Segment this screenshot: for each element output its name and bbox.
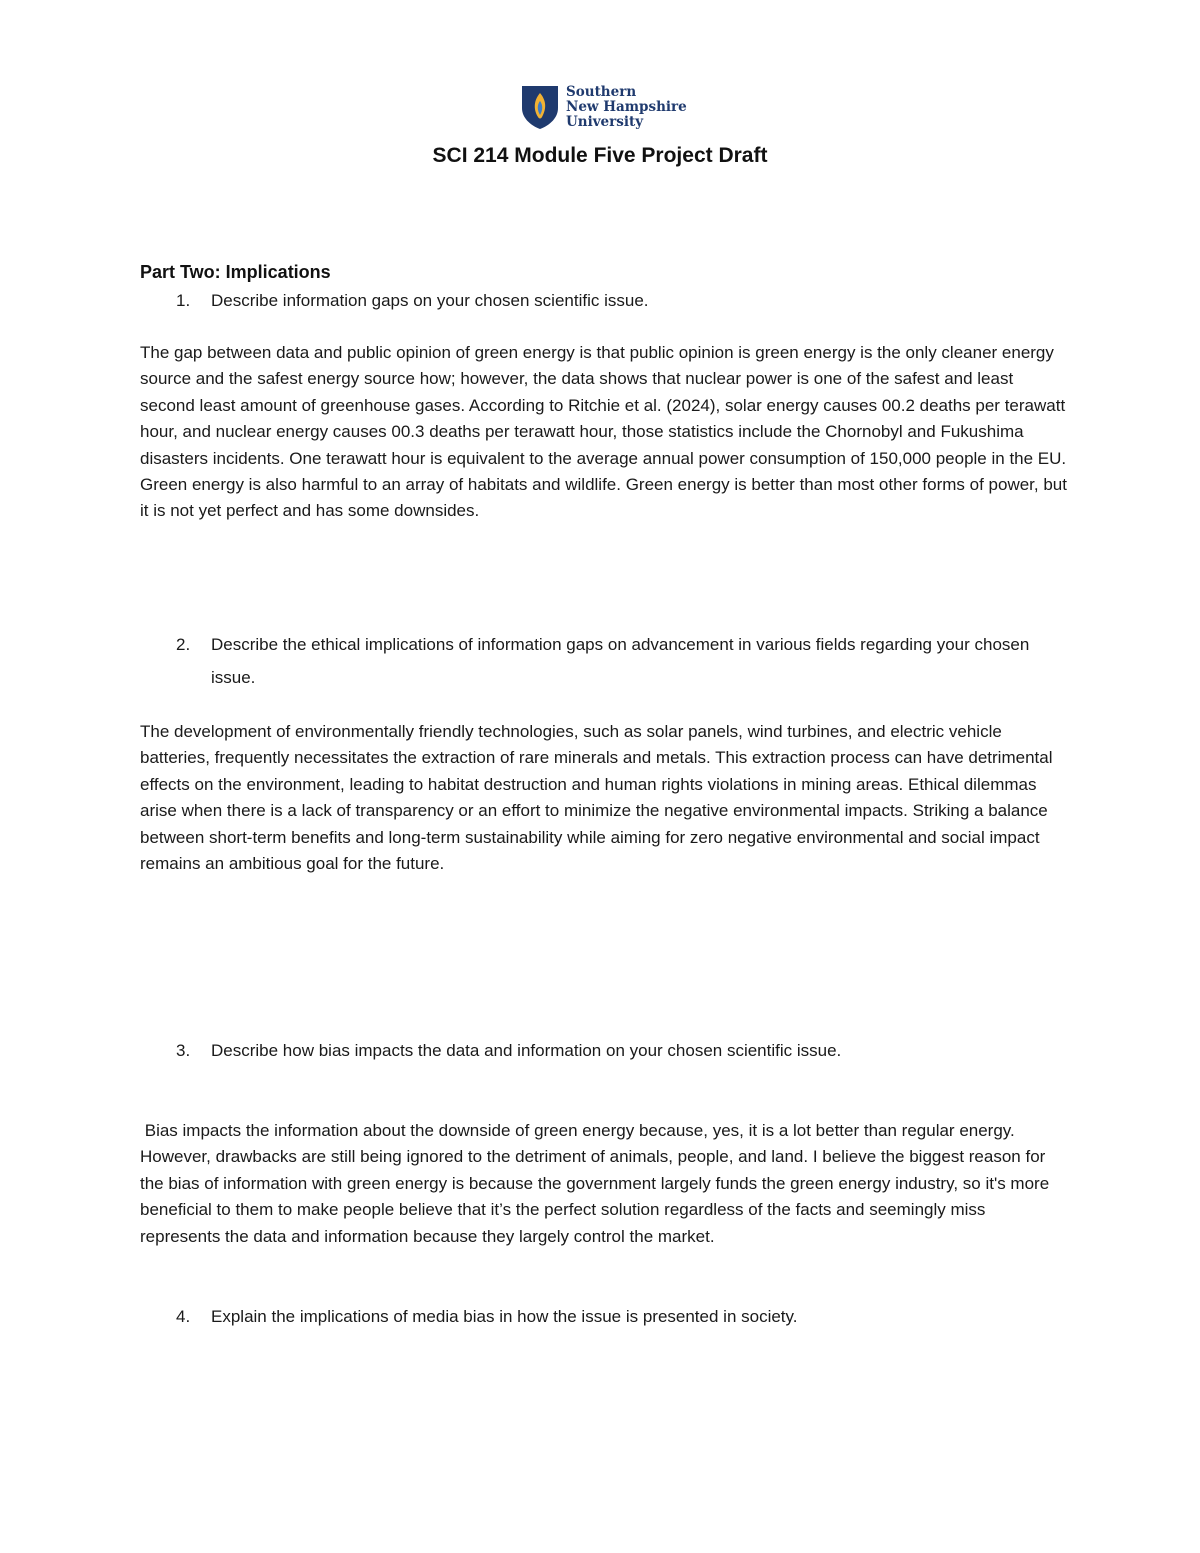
question-text: Describe information gaps on your chosen scientific issue. (211, 291, 649, 310)
snhu-shield-icon (520, 84, 560, 130)
university-logo (520, 84, 687, 130)
question-text: Describe how bias impacts the data and information on your chosen scientific issue. (211, 1041, 842, 1060)
logo-wordmark (566, 85, 687, 130)
question-2 (176, 628, 1076, 694)
question-4 (176, 1300, 1076, 1333)
logo-line-1: Southern (566, 83, 637, 100)
question-number: 3. (176, 1041, 191, 1060)
question-text: Describe the ethical implications of information gaps on advancement in various fields regarding your chosen issue. (211, 635, 1030, 687)
question-number: 4. (176, 1307, 191, 1326)
question-text: Explain the implications of media bias in how the issue is presented in society. (211, 1307, 798, 1326)
part-heading: Part Two: Implications (140, 262, 331, 282)
question-3 (176, 1034, 1076, 1067)
answer-3: Bias impacts the information about the downside of green energy because, yes, it is a lot better than regular energy. However, drawbacks are still being ignored to the detriment of animals, people, and land. I believe the biggest reason for the bias of information with green energy is because the government largely funds the green energy industry, so it's more beneficial to them to make people believe that it’s the perfect solution regardless of the facts and seemingly miss represents the data and information because they largely control the market. (140, 1121, 1054, 1246)
logo-line-3: University (566, 113, 644, 130)
document-title: SCI 214 Module Five Project Draft (432, 144, 768, 167)
logo-line-2: New Hampshire (566, 98, 687, 115)
question-number: 2. (176, 635, 191, 654)
question-1 (176, 284, 1076, 317)
question-number: 1. (176, 291, 191, 310)
answer-2: The development of environmentally friendly technologies, such as solar panels, wind turbines, and electric vehicle batteries, frequently necessitates the extraction of rare minerals and metals. This extraction process can have detrimental effects on the environment, leading to habitat destruction and human rights violations in mining areas. Ethical dilemmas arise when there is a lack of transparency or an effort to minimize the negative environmental impacts. Striking a balance between short-term benefits and long-term sustainability while aiming for zero negative environmental and social impact remains an ambitious goal for the future. (140, 722, 1053, 874)
answer-1: The gap between data and public opinion of green energy is that public opinion is green energy is the only cleaner energy source and the safest energy source how; however, the data shows that nuclear power is one of the safest and least second least amount of greenhouse gases. According to Ritchie et al. (2024), solar energy causes 00.2 deaths per terawatt hour, and nuclear energy causes 00.3 deaths per terawatt hour, those statistics include the Chornobyl and Fukushima disasters incidents. One terawatt hour is equivalent to the average annual power consumption of 150,000 people in the EU. Green energy is also harmful to an array of habitats and wildlife. Green energy is better than most other forms of power, but it is not yet perfect and has some downsides. (140, 343, 1067, 521)
